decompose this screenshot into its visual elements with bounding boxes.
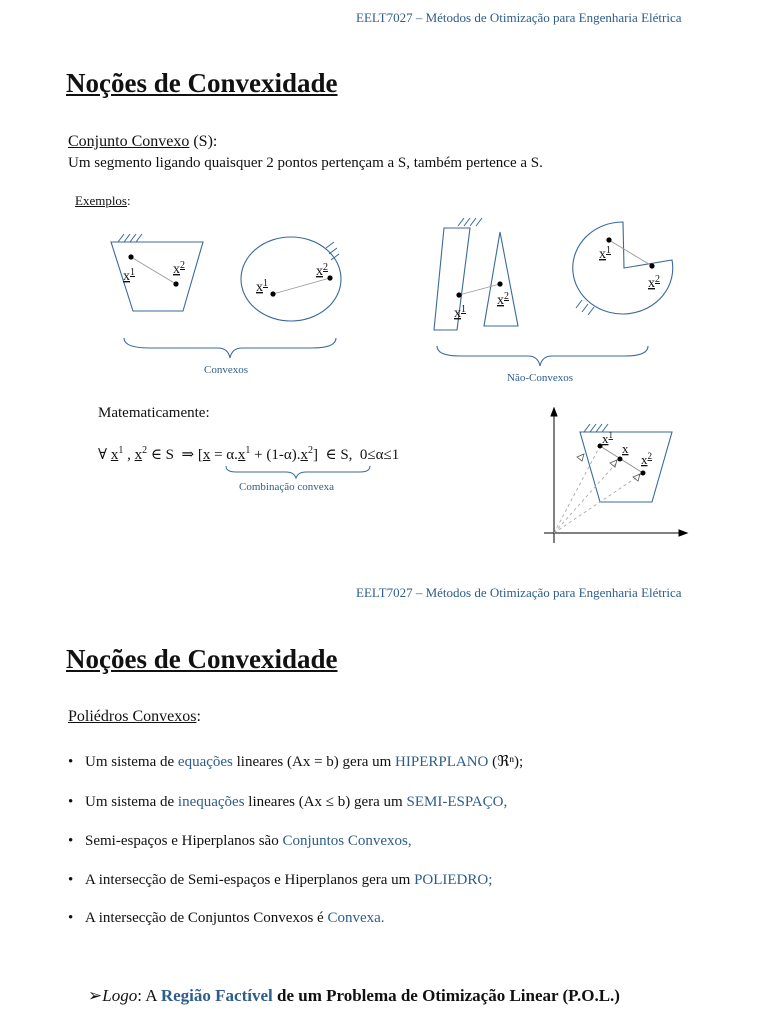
svg-text:x2: $x^2$ [173,260,185,277]
examples-label: Exemplos: [75,193,131,208]
convex-label: Convexos [204,364,248,376]
math-label: Matematicamente: [98,405,210,421]
svg-text:x2: $x^2$ [497,291,509,308]
slide2-title: Noções de Convexidade [66,644,338,674]
svg-text:x2: $x^2$ [648,274,660,291]
combination-brace [224,464,374,480]
svg-text:x1: $x^1$ [454,304,466,321]
svg-text:x1: $x^1$ [256,278,268,295]
definition-text: Um segmento ligando quaisquer 2 pontos pertençam a S, também pertence a S. [68,155,543,171]
slide2-section-title: Poliédros Convexos: [68,708,201,725]
nonconvex-pacman [573,222,673,314]
section-title-suffix: (S): [193,133,218,150]
convex-combination-diagram [530,405,695,550]
arrow-bullet-icon: ➢ [88,986,103,1005]
svg-text:x1: $x^1$ [599,245,611,262]
bullet-item: • Um sistema de equações lineares (Ax = b) gera um HIPERPLANO (ℜⁿ); [68,754,524,770]
nonconvex-triangle [484,232,518,326]
slide2-header: EELT7027 – Métodos de Otimização para Engenharia Elétrica [356,585,682,600]
svg-text:x2: $x^2$ [316,262,328,279]
bullet-item: • Um sistema de inequações lineares (Ax ≤ b) gera um SEMI-ESPAÇO, [68,794,508,810]
svg-text:x2: $x^2$ [641,451,652,467]
svg-text:x1: $x^1$ [123,267,135,284]
svg-text:x: x [622,441,629,456]
examples-figure [0,200,768,400]
nonconvex-label: Não-Convexos [507,372,573,384]
bullet-item: • A intersecção de Conjuntos Convexos é Convexa. [68,910,385,926]
svg-text:x1: $x^1$ [602,430,613,446]
slide1-header: EELT7027 – Métodos de Otimização para Engenharia Elétrica [356,10,682,25]
bullet-item: • A intersecção de Semi-espaços e Hiperplanos gera um POLIEDRO; [68,872,493,888]
section-title [68,133,217,151]
section-title-text: Conjunto Convexo [68,133,190,150]
slide1-title: Noções de Convexidade [66,68,338,98]
conclusion-line: ➢Logo: A Região Factível de um Problema de Otimização Linear (P.O.L.) [88,986,620,1005]
math-formula: ∀ $x^1$ , $x^2$ ∈ S ⇒ $[x = \alpha.x^1 + (1-\alpha).x^2]$ ∈ S, 0≤α≤1 [98,445,400,463]
bullet-item: • Semi-espaços e Hiperplanos são Conjuntos Convexos, [68,833,412,849]
combination-label: Combinação convexa [239,481,334,493]
